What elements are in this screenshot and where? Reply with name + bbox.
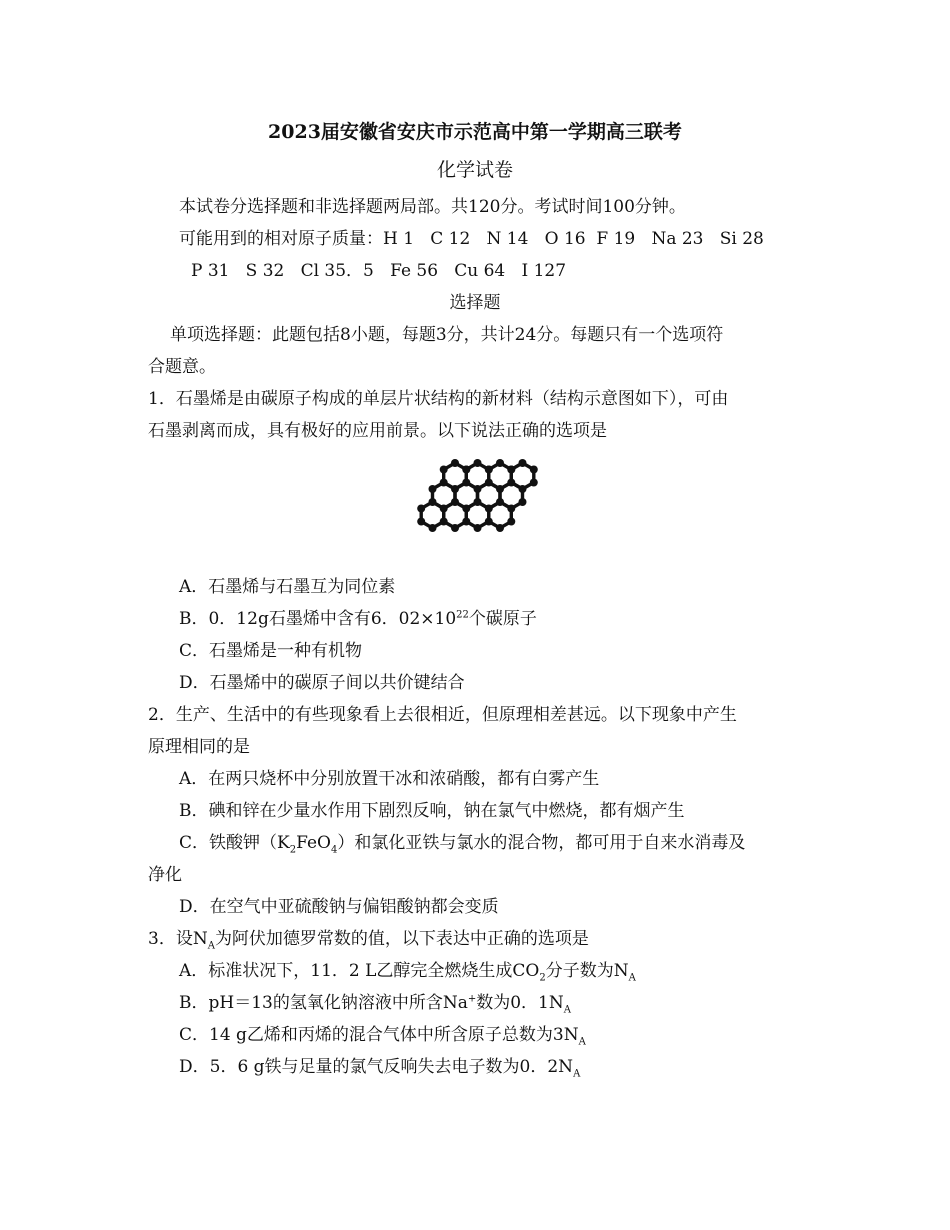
atomic-mass-label: 可能用到的相对原子质量：: [179, 229, 383, 249]
carbon-atom: [462, 518, 470, 526]
intro-line: 本试卷分选择题和非选择题两局部。共120分。考试时间100分钟。: [179, 197, 686, 217]
option-c-text: C．铁酸钾（K: [179, 833, 290, 853]
question-1-stem-line-1: 1．石墨烯是由碳原子构成的单层片状结构的新材料（结构示意图如下），可由: [148, 389, 729, 409]
carbon-atom: [530, 479, 538, 487]
carbon-atom: [429, 498, 437, 506]
carbon-atom: [462, 466, 470, 474]
carbon-atom: [507, 479, 515, 487]
subscript: A: [573, 1068, 581, 1080]
carbon-atom: [485, 518, 493, 526]
exponent: 22: [456, 609, 469, 621]
carbon-atom: [440, 466, 448, 474]
carbon-atom: [507, 505, 515, 513]
exam-subtitle: 化学试卷: [436, 159, 513, 181]
question-2-option-a: A．在两只烧杯中分别放置干冰和浓硝酸，都有白雾产生: [179, 769, 600, 789]
formula-part: FeO: [296, 833, 331, 853]
carbon-atom: [451, 485, 459, 493]
carbon-atom: [507, 466, 515, 474]
carbon-atom: [474, 524, 482, 532]
carbon-atom: [440, 479, 448, 487]
section-heading: 选择题: [449, 293, 501, 313]
question-2-option-b: B．碘和锌在少量水作用下剧烈反响，钠在氯气中燃烧，都有烟产生: [179, 801, 685, 821]
exam-title: 2023届安徽省安庆市示范高中第一学期高三联考: [268, 121, 682, 143]
option-d-text: D．5．6 g铁与足量的氯气反响失去电子数为0．2N: [179, 1057, 574, 1077]
question-1-option-b: [179, 607, 537, 631]
option-a-text-mid: 分子数为N: [545, 961, 629, 981]
carbon-atom: [485, 505, 493, 513]
question-2-stem-line-1: 2．生产、生活中的有些现象看上去很相近，但原理相差甚远。以下现象中产生: [148, 705, 737, 725]
question-2-option-c-line-2: 净化: [148, 865, 182, 885]
carbon-atom: [462, 505, 470, 513]
question-1-option-a: A．石墨烯与石墨互为同位素: [179, 577, 396, 597]
carbon-atom: [474, 498, 482, 506]
question-3-option-a: [179, 959, 636, 983]
section-instruction-line-2: 合题意。: [148, 357, 216, 377]
question-2-option-d: D．在空气中亚硫酸钠与偏铝酸钠都会变质: [179, 897, 499, 917]
question-3-stem-end: 为阿伏加德罗常数的值，以下表达中正确的选项是: [214, 929, 589, 949]
carbon-atom: [417, 505, 425, 513]
carbon-atom: [496, 524, 504, 532]
subscript: A: [207, 940, 215, 952]
question-3-option-d: [179, 1055, 580, 1079]
carbon-atom: [485, 479, 493, 487]
carbon-atom: [496, 498, 504, 506]
carbon-atom: [474, 485, 482, 493]
question-3-option-c: [179, 1023, 586, 1047]
atomic-mass-values-1: H 1 C 12 N 14 O 16 F 19 Na 23 Si 28: [383, 229, 764, 249]
question-3-stem: [148, 927, 589, 951]
subscript: A: [578, 1036, 586, 1048]
carbon-atom: [429, 524, 437, 532]
option-b-text: B．pH＝13的氢氧化钠溶液中所含Na: [179, 993, 468, 1013]
option-c-text-end: ）和氯化亚铁与氯水的混合物，都可用于自来水消毒及: [337, 833, 746, 853]
carbon-atom: [474, 459, 482, 467]
graphene-structure-diagram: [400, 454, 550, 562]
carbon-atom: [507, 518, 515, 526]
question-1-option-c: C．石墨烯是一种有机物: [179, 641, 363, 661]
subscript: 2: [539, 972, 546, 984]
carbon-atom: [451, 524, 459, 532]
question-2-option-c: [179, 831, 745, 855]
carbon-atom: [496, 459, 504, 467]
carbon-atom: [519, 485, 527, 493]
carbon-atom: [429, 485, 437, 493]
option-b-text-mid: 数为0．1N: [476, 993, 564, 1013]
section-instruction-line-1: 单项选择题：此题包括8小题，每题3分，共计24分。每题只有一个选项符: [170, 325, 724, 345]
carbon-atom: [496, 485, 504, 493]
carbon-atom: [440, 518, 448, 526]
option-a-text: A．标准状况下，11．2 L乙醇完全燃烧生成CO: [179, 961, 540, 981]
carbon-atom: [485, 466, 493, 474]
question-3-stem-start: 3．设N: [148, 929, 208, 949]
atomic-mass-values-2: P 31 S 32 Cl 35．5 Fe 56 Cu 64 I 127: [191, 261, 567, 281]
subscript: 4: [330, 844, 338, 856]
question-1-option-d: D．石墨烯中的碳原子间以共价键结合: [179, 673, 465, 693]
subscript: A: [628, 972, 636, 984]
question-3-option-b: [179, 991, 571, 1015]
question-2-stem-line-2: 原理相同的是: [148, 737, 250, 757]
carbon-atom: [530, 466, 538, 474]
atomic-mass-row-1: [179, 227, 764, 251]
carbon-atom: [519, 498, 527, 506]
option-b-text-end: 个碳原子: [468, 609, 537, 629]
carbon-atom: [519, 459, 527, 467]
carbon-atom: [451, 459, 459, 467]
superscript: +: [467, 993, 477, 1005]
question-1-stem-line-2: 石墨剥离而成，具有极好的应用前景。以下说法正确的选项是: [148, 421, 607, 441]
subscript: A: [563, 1004, 571, 1016]
carbon-atom: [462, 479, 470, 487]
carbon-atom: [440, 505, 448, 513]
subscript: 2: [289, 844, 297, 856]
carbon-atom: [451, 498, 459, 506]
option-c-text: C．14 g乙烯和丙烯的混合气体中所含原子总数为3N: [179, 1025, 579, 1045]
option-b-text: B．0．12g石墨烯中含有6．02×10: [179, 609, 457, 629]
carbon-atom: [417, 518, 425, 526]
